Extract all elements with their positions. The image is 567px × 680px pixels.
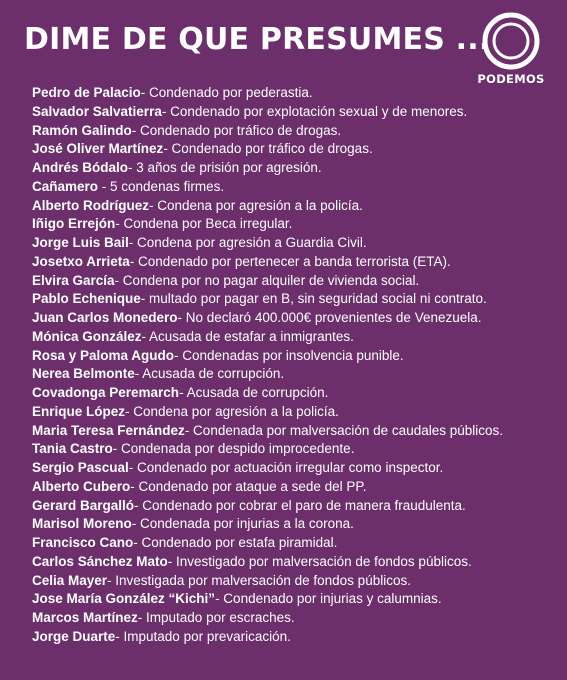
conviction-description: - Condenadas por insolvencia punible. [174,347,404,363]
list-item [32,140,503,159]
conviction-description: - Condenado por ataque a sede del PP. [130,478,367,494]
person-name: Enrique López [32,403,126,419]
list-item [32,159,503,178]
person-name: Celia Mayer [32,572,108,588]
podemos-circle-icon [482,12,540,70]
conviction-description: - Condenado por tráfico de drogas. [163,141,373,157]
conviction-description: - Condenada por despido improcedente. [112,441,355,457]
person-name: Pablo Echenique [32,291,141,307]
person-name: Elvira García [32,272,115,288]
person-name: Gerard Bargalló [32,497,135,513]
list-item [32,497,503,516]
list-item [32,365,503,384]
person-name: Maria Teresa Fernández [32,422,185,438]
person-name: Josetxo Arrieta [32,253,130,269]
person-name: Salvador Salvatierra [32,103,162,119]
person-name: José Oliver Martínez [32,141,164,157]
list-item [32,103,503,122]
list-item [32,290,503,309]
person-name: Iñigo Errejón [32,216,116,232]
list-item [32,403,503,422]
list-item [32,459,503,478]
list-item [32,609,503,628]
person-name: Sergio Pascual [32,460,129,475]
conviction-description: - Condena por no pagar alquiler de vivienda social. [114,272,420,288]
conviction-description: - Condenado por explotación sexual y de menores. [161,103,468,119]
list-item [32,534,503,553]
podemos-logo [474,12,548,92]
conviction-description: - Condenado por injurias y calumnias. [215,591,442,607]
person-name: Mónica González [32,328,142,344]
person-name: Jorge Duarte [32,628,116,644]
person-name: Carlos Sánchez Mato [32,553,168,569]
person-name: Marisol Moreno [32,516,132,532]
conviction-description: - Condenado por pertenecer a banda terrorista (ETA). [129,253,451,269]
list-item [32,478,503,497]
person-name: Rosa y Paloma Agudo [32,347,175,363]
person-name: Covadonga Peremarch [32,385,180,400]
person-name: Nerea Belmonte [32,366,135,382]
list-item [32,515,503,534]
person-name: Francisco Cano [32,535,134,550]
conviction-description: - Condenado por cobrar el paro de manera fraudulenta. [134,497,466,513]
conviction-description: - Condenado por pederastia. [140,85,313,100]
person-name: Ramón Galindo [32,122,132,138]
person-name: Andrés Bódalo [32,160,129,175]
person-name: Jorge Luis Bail [32,235,129,250]
conviction-description: - No declaró 400.000€ provenientes de Venezuela. [177,310,482,325]
poster-title: DIME DE QUE PRESUMES ... [24,22,491,57]
list-item [32,272,503,291]
conviction-description: - Imputado por prevaricación. [115,628,291,644]
list-item [32,234,503,253]
list-item [32,347,503,366]
conviction-description: - Condena por Beca irregular. [115,216,293,232]
conviction-description: - 5 condenas firmes. [98,178,225,194]
list-item [32,384,503,403]
person-name: Cañamero [32,178,99,194]
person-name: Alberto Rodríguez [32,197,149,213]
list-item [32,122,503,141]
list-item [32,178,503,197]
list-item [32,197,503,216]
list-item [32,84,503,103]
list-item [32,309,503,328]
list-item [32,328,503,347]
conviction-description: - Condena por agresión a la policía. [125,403,339,419]
conviction-description: - Condenado por estafa piramidal. [133,535,338,550]
convictions-list [32,84,503,647]
list-item [32,628,503,647]
conviction-description: - Investigada por malversación de fondos públicos. [107,572,411,588]
list-item [32,553,503,572]
person-name: Alberto Cubero [32,478,131,494]
conviction-description: - 3 años de prisión por agresión. [128,160,322,175]
list-item [32,440,503,459]
conviction-description: - Investigado por malversación de fondos públicos. [167,553,472,569]
conviction-description: - Condenado por tráfico de drogas. [131,122,342,138]
conviction-description: - Condena por agresión a Guardia Civil. [128,235,367,250]
person-name: Tania Castro [32,441,113,457]
list-item [32,422,503,441]
conviction-description: - Condenada por injurias a la corona. [131,516,354,532]
conviction-description: - Imputado por escraches. [137,610,295,625]
conviction-description: - Acusada de estafar a inmigrantes. [141,328,354,344]
logo-text: PODEMOS [477,72,545,86]
conviction-description: - Condena por agresión a la policía. [149,197,363,213]
person-name: Jose María González “Kichi” [32,591,216,607]
conviction-description: - Condenada por malversación de caudales públicos. [184,422,504,438]
conviction-description: - Condenado por actuación irregular como inspector. [128,460,444,475]
person-name: Juan Carlos Monedero [32,310,178,325]
person-name: Pedro de Palacio [32,85,141,100]
conviction-description: - Acusada de corrupción. [179,385,329,400]
list-item [32,572,503,591]
list-item [32,253,503,272]
list-item [32,590,503,609]
list-item [32,215,503,234]
conviction-description: - multado por pagar en B, sin seguridad social ni contrato. [140,291,487,307]
conviction-description: - Acusada de corrupción. [134,366,285,382]
person-name: Marcos Martínez [32,610,138,625]
